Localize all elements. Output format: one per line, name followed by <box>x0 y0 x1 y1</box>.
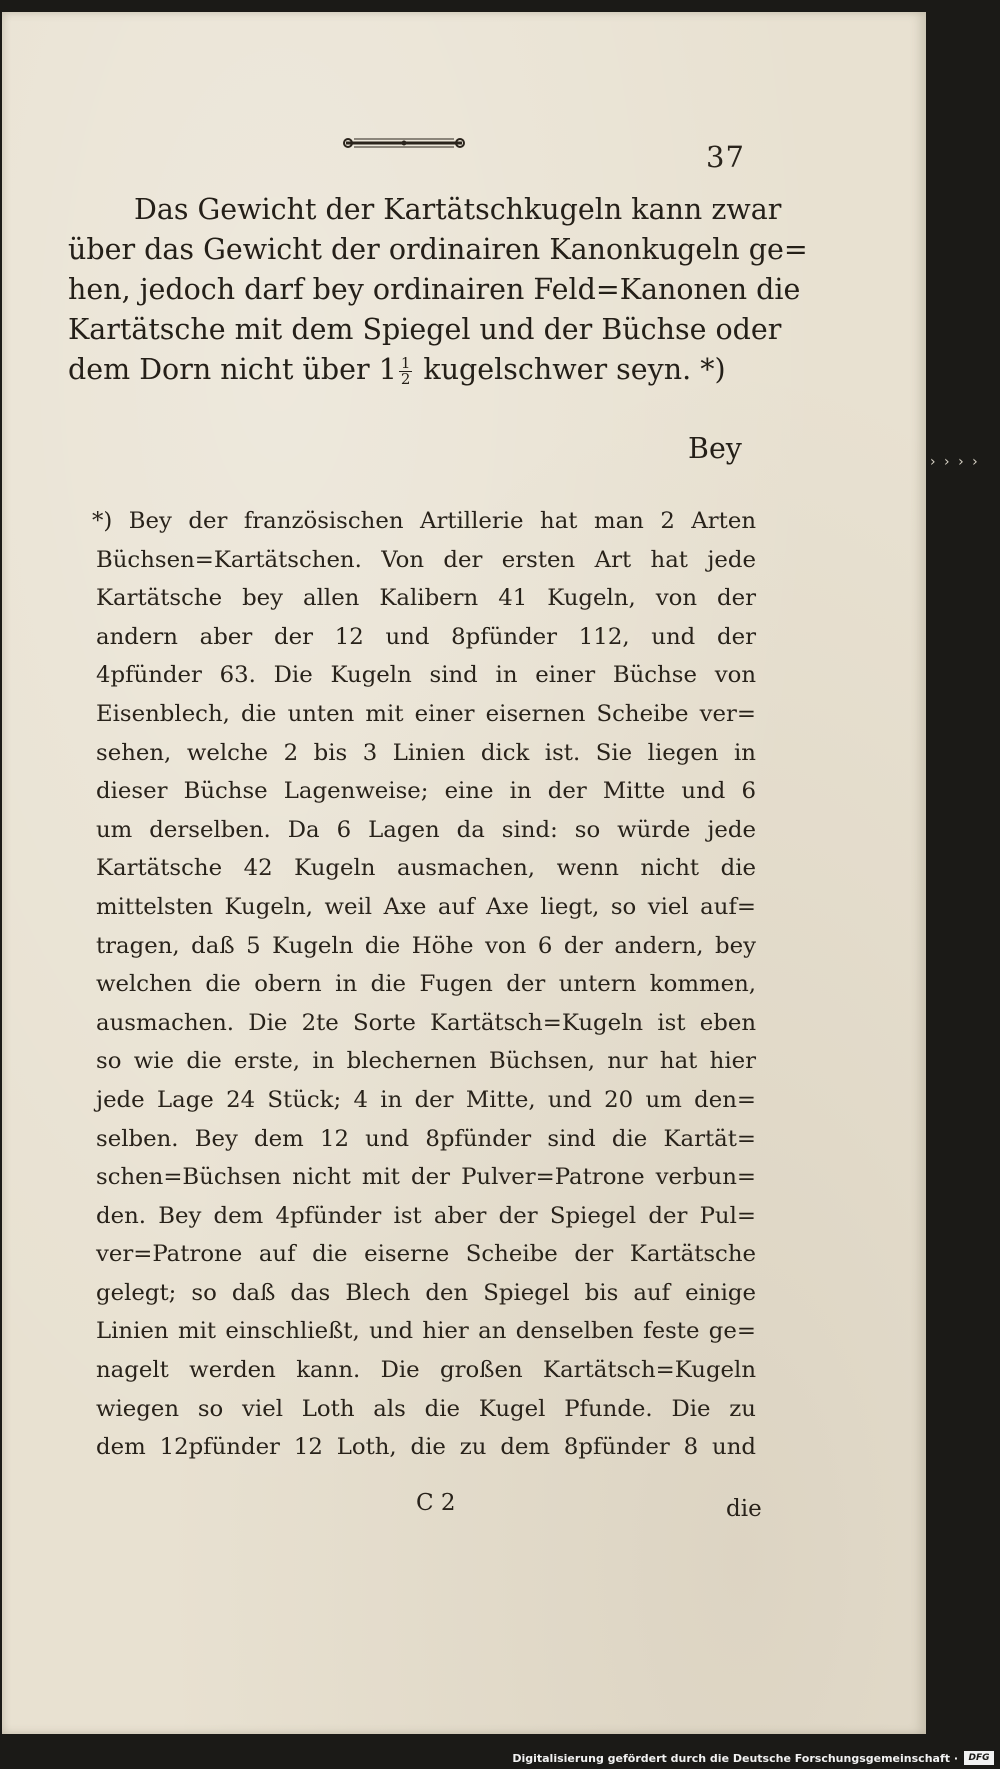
signature-mark: C 2 <box>416 1490 456 1516</box>
book-page <box>2 12 926 1734</box>
footnote-marker: *) <box>92 508 113 534</box>
bottom-catchword: die <box>726 1496 762 1522</box>
dfg-logo-icon: DFG <box>964 1751 994 1765</box>
footnote-line: jede Lage 24 Stück; 4 in der Mitte, und 20 um den= <box>96 1086 756 1113</box>
footnote-line: 4pfünder 63. Die Kugeln sind in einer Büchse von <box>96 662 756 689</box>
main-text-fragment: kugelschwer seyn. *) <box>414 353 726 386</box>
footnote-line: dieser Büchse Lagenweise; eine in der Mitte und 6 <box>96 778 756 805</box>
fraction-denominator: 2 <box>400 370 411 388</box>
fraction <box>399 356 413 387</box>
main-text-fragment: dem Dorn nicht über 1 <box>68 353 397 386</box>
footnote-line: nagelt werden kann. Die großen Kartätsch=Kugeln <box>96 1357 756 1384</box>
footnote-line: Kartätsche bey allen Kalibern 41 Kugeln, von der <box>96 585 756 612</box>
main-paragraph <box>68 190 808 390</box>
footnote-line <box>92 502 756 541</box>
footnote-line: Eisenblech, die unten mit einer eisernen Scheibe ver= <box>96 700 756 727</box>
footer-credit: Digitalisierung gefördert durch die Deutsche Forschungsgemeinschaft · <box>512 1752 958 1765</box>
main-text-line: Kartätsche mit dem Spiegel und der Büchse oder <box>68 313 782 346</box>
main-text-last-line <box>68 350 758 390</box>
footnote-line: wiegen so viel Loth als die Kugel Pfunde. Die zu <box>96 1395 756 1422</box>
main-text-line: hen, jedoch darf bey ordinairen Feld=Kanonen die <box>68 273 801 306</box>
footnote-line: um derselben. Da 6 Lagen da sind: so würde jede <box>96 816 756 843</box>
edge-mark: › › › › <box>930 454 980 470</box>
footnote-line: tragen, daß 5 Kugeln die Höhe von 6 der andern, bey <box>96 932 756 959</box>
footnote-line: selben. Bey dem 12 und 8pfünder sind die Kartät= <box>96 1125 756 1152</box>
footnote-line: gelegt; so daß das Blech den Spiegel bis auf einige <box>96 1279 756 1306</box>
fraction-numerator: 1 <box>400 354 411 372</box>
main-text-line: Das Gewicht der Kartätschkugeln kann zwar <box>134 193 782 226</box>
footnote-line: den. Bey dem 4pfünder ist aber der Spiegel der Pul= <box>96 1202 756 1229</box>
footnote-text: Bey der französischen Artillerie hat man 2 Arten <box>128 508 756 534</box>
footnote-line: ausmachen. Die 2te Sorte Kartätsch=Kugeln ist eben <box>96 1009 756 1036</box>
footnote-line: ver=Patrone auf die eiserne Scheibe der Kartätsche <box>96 1241 756 1268</box>
footnote-line: andern aber der 12 und 8pfünder 112, und der <box>96 623 756 650</box>
footnote-line: sehen, welche 2 bis 3 Linien dick ist. Sie liegen in <box>96 739 756 766</box>
footnote-line: Büchsen=Kartätschen. Von der ersten Art hat jede <box>96 546 756 573</box>
footnote-line: Kartätsche 42 Kugeln ausmachen, wenn nicht die <box>96 855 756 882</box>
footnote-line: Linien mit einschließt, und hier an denselben feste ge= <box>96 1318 756 1345</box>
footnote-line: welchen die obern in die Fugen der untern kommen, <box>96 971 756 998</box>
footnote-line: so wie die erste, in blechernen Büchsen, nur hat hier <box>96 1048 756 1075</box>
page-number: 37 <box>706 140 745 174</box>
footnote-line: mittelsten Kugeln, weil Axe auf Axe liegt, so viel auf= <box>96 893 756 920</box>
footnote-line: schen=Büchsen nicht mit der Pulver=Patrone verbun= <box>96 1164 756 1191</box>
footnote-body <box>96 541 756 1467</box>
footnote <box>92 502 756 1467</box>
main-text-line: über das Gewicht der ordinairen Kanonkugeln ge= <box>68 233 808 266</box>
footnote-line: dem 12pfünder 12 Loth, die zu dem 8pfünder 8 und <box>96 1434 756 1461</box>
printer-ornament-icon <box>342 134 466 152</box>
catchword: Bey <box>688 432 742 465</box>
